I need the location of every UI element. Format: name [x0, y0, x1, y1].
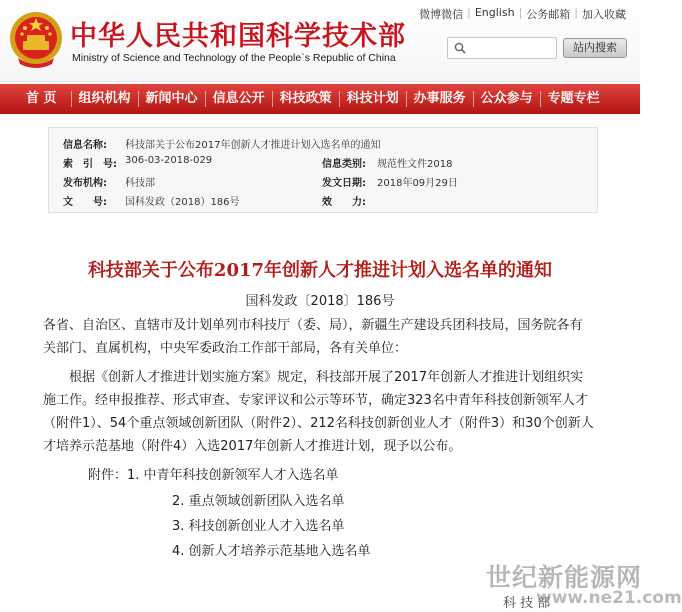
info-date-value: 2018年09月29日	[377, 178, 458, 189]
weibo-weixin-link[interactable]: 微博微信	[419, 8, 464, 21]
watermark-text: 世纪新能源网	[486, 563, 643, 592]
site-search	[447, 37, 634, 59]
info-validity-label: 效 力:	[322, 197, 366, 208]
info-docno-value: 国科发政（2018）186号	[125, 197, 240, 208]
info-date-label: 发文日期:	[322, 178, 366, 189]
top-link-separator: |	[574, 6, 578, 19]
metadata-row	[49, 155, 597, 173]
attachment-item[interactable]: 附件：1. 中青年科技创新领军人才入选名单	[88, 468, 339, 483]
info-category-label: 信息类别:	[322, 159, 366, 170]
national-emblem-icon[interactable]	[8, 8, 64, 70]
top-link-separator: |	[467, 6, 471, 19]
top-links	[415, 6, 630, 22]
english-link[interactable]: English	[474, 6, 515, 19]
mail-link[interactable]: 公务邮箱	[526, 8, 571, 21]
info-index-value: 306-03-2018-029	[125, 155, 213, 166]
nav-item-home[interactable]: 首 页	[26, 91, 57, 106]
nav-item-organization[interactable]: 组织机构	[78, 91, 131, 106]
site-title: 中华人民共和国科学技术部	[70, 21, 406, 52]
info-org-value: 科技部	[125, 178, 155, 189]
nav-item-programs[interactable]: 科技计划	[346, 91, 399, 106]
metadata-row	[49, 174, 597, 192]
attachment-item[interactable]: 2. 重点领域创新团队入选名单	[172, 494, 345, 509]
main-nav	[0, 84, 640, 114]
body-line: （附件1）、54个重点领域创新团队（附件2）、212名科技创新创业人才（附件3）和30个创新人	[43, 416, 594, 431]
search-icon	[454, 42, 466, 54]
site-subtitle: Ministry of Science and Technology of the People`s Republic of China	[72, 52, 396, 64]
info-name-value: 科技部关于公布2017年创新人才推进计划入选名单的通知	[125, 140, 381, 151]
attachment-item[interactable]: 4. 创新人才培养示范基地入选名单	[172, 544, 371, 559]
attachment-item[interactable]: 3. 科技创新创业人才入选名单	[172, 519, 345, 534]
site-header	[0, 0, 640, 82]
info-docno-label: 文 号:	[63, 197, 107, 208]
info-org-label: 发布机构:	[63, 178, 107, 189]
metadata-row	[49, 193, 597, 211]
top-link-separator: |	[518, 6, 523, 19]
metadata-row	[49, 136, 597, 154]
info-index-label: 索 引 号:	[63, 159, 117, 170]
salutation-line: 各省、自治区、直辖市及计划单列市科技厅（委、局），新疆生产建设兵团科技局，国务院各有	[43, 318, 583, 333]
document-metadata	[48, 127, 598, 213]
body-line: 施工作。经申报推荐、形式审查、专家评议和公示等环节，确定323名中青年科技创新领军人才	[43, 393, 588, 408]
bookmark-link[interactable]: 加入收藏	[582, 8, 626, 21]
search-button[interactable]: 站内搜索	[563, 38, 627, 58]
nav-item-news[interactable]: 新闻中心	[145, 91, 198, 106]
info-category-value: 规范性文件2018	[377, 159, 453, 170]
nav-item-disclosure[interactable]: 信息公开	[212, 91, 265, 106]
nav-item-topics[interactable]: 专题专栏	[547, 91, 600, 106]
nav-item-services[interactable]: 办事服务	[413, 91, 466, 106]
nav-item-participation[interactable]: 公众参与	[480, 91, 533, 106]
search-input[interactable]	[447, 37, 557, 59]
salutation-line: 关部门、直属机构，中央军委政治工作部干部局，各有关单位：	[43, 341, 408, 356]
nav-item-policy[interactable]: 科技政策	[279, 91, 332, 106]
info-name-label: 信息名称:	[63, 140, 107, 151]
document-title: 科技部关于公布2017年创新人才推进计划入选名单的通知	[87, 260, 553, 281]
watermark-url: www.ne21.com	[536, 588, 682, 608]
document-signature: 科 技 部	[503, 596, 551, 611]
body-line: 根据《创新人才推进计划实施方案》规定，科技部开展了2017年创新人才推进计划组织实	[43, 370, 584, 385]
document-number: 国科发政〔2018〕186号	[245, 294, 395, 309]
body-line: 才培养示范基地（附件4）入选2017年创新人才推进计划，现予以公布。	[43, 439, 462, 454]
